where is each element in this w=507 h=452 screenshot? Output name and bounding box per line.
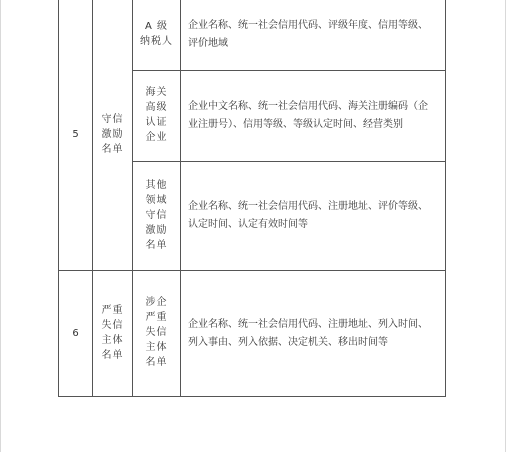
category-cell (93, 271, 133, 397)
page-edge-left (0, 0, 1, 452)
credit-list-table (58, 0, 446, 397)
subject-cell (133, 162, 181, 271)
subject-cell (133, 71, 181, 162)
content-cell: 企业名称、统一社会信用代码、注册地址、评价等级、认定时间、认定有效时间等 (181, 162, 446, 271)
subject-label: 其他 领域 守信 激励 名单 (145, 179, 168, 251)
page-edge-right (505, 0, 506, 452)
table-row (59, 0, 446, 71)
subject-cell (133, 0, 181, 71)
subject-cell (133, 271, 181, 397)
category-label: 守信 激励 名单 (101, 113, 124, 155)
category-label: 严重 失信 主体 名单 (101, 304, 124, 361)
category-cell (93, 0, 133, 271)
row-index-cell (59, 0, 93, 271)
row-index: 5 (72, 129, 79, 140)
table-row (59, 271, 446, 397)
subject-label: 涉企 严重 失信 主体 名单 (145, 297, 168, 368)
content-cell: 企业名称、统一社会信用代码、评级年度、信用等级、评价地域 (181, 0, 446, 71)
content-cell: 企业中文名称、统一社会信用代码、海关注册编码（企业注册号）、信用等级、等级认定时间、经营类别 (181, 71, 446, 162)
row-index-cell (59, 271, 93, 397)
content-cell: 企业名称、统一社会信用代码、注册地址、列入时间、列入事由、列入依据、决定机关、移出时间等 (181, 271, 446, 397)
subject-label: 海关 高级 认证 企业 (145, 87, 168, 143)
subject-label: A 级 纳税人 (140, 21, 173, 47)
row-index: 6 (72, 327, 79, 339)
